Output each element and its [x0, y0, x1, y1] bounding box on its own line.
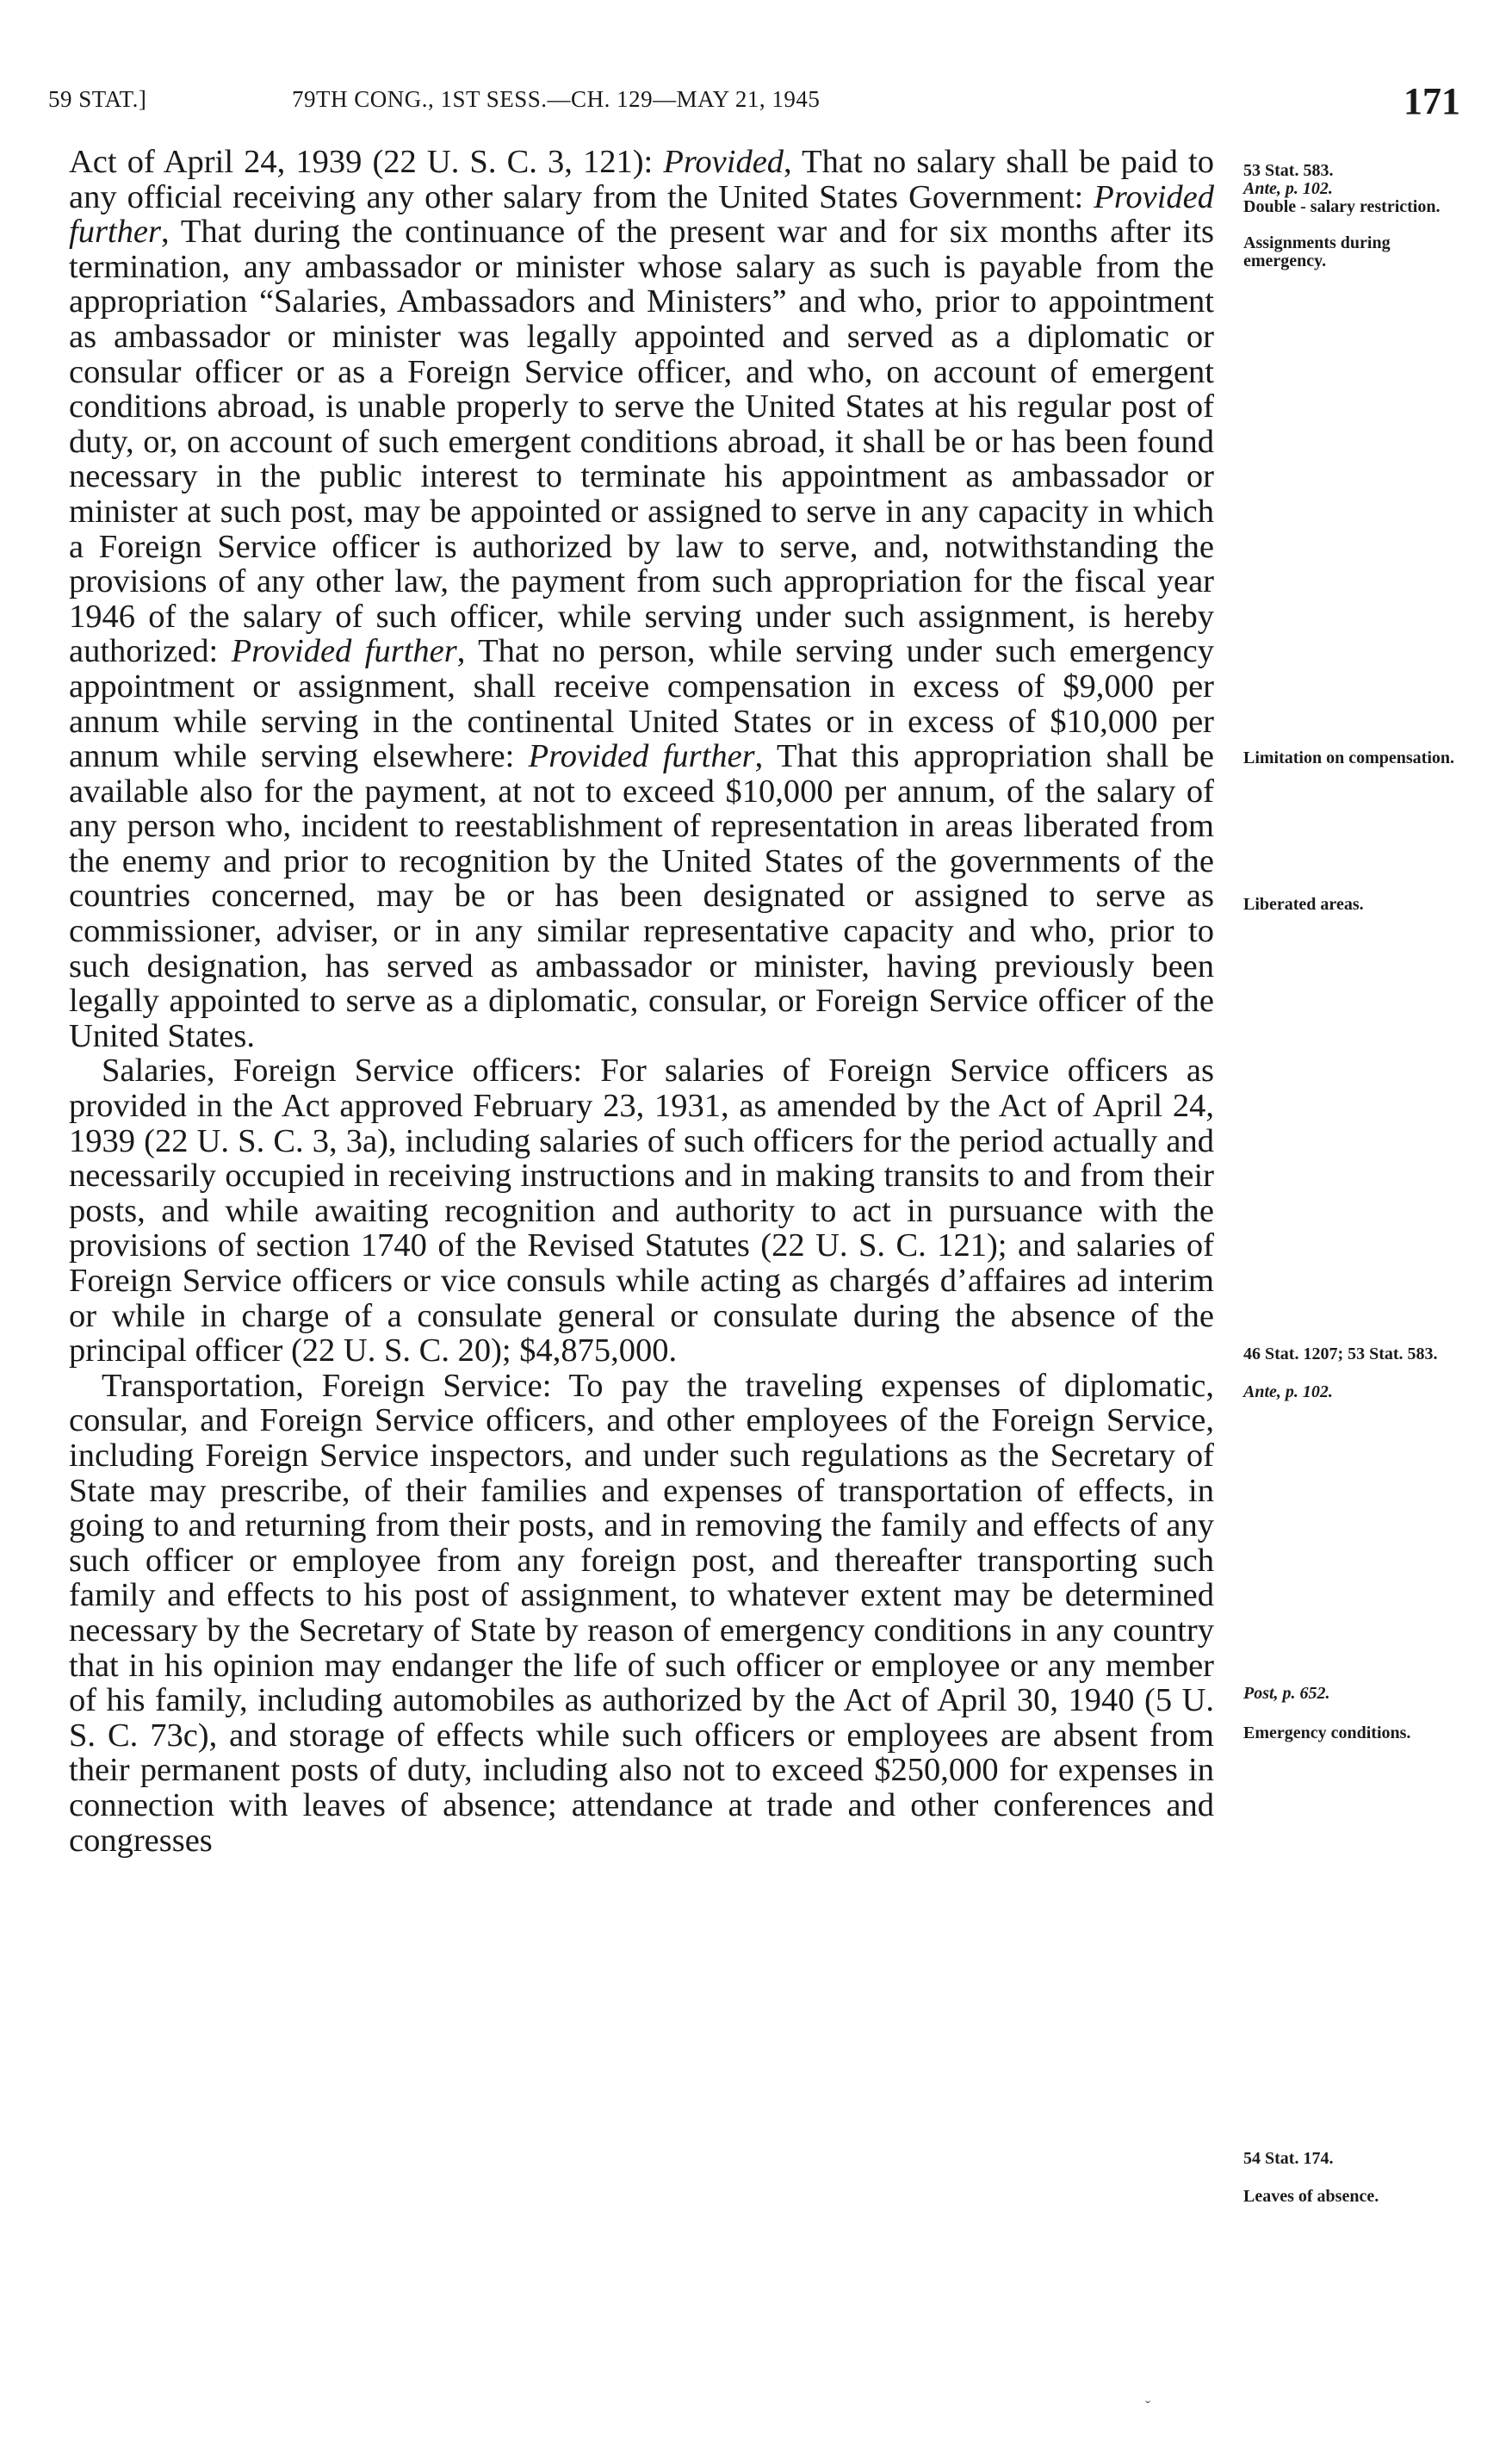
statute-body-text: [69, 145, 1214, 1858]
italic-proviso: Provided further: [231, 633, 457, 670]
margin-note-double-salary: Double - salary restriction.: [1243, 197, 1441, 216]
paragraph-text: , That this appropriation shall be available also for the payment, at not to exceed $10,000 per annum, of the salary of any person who, incident to reestablishment of representation in areas liberated from the enemy and prior to recognition by the United States of the governments of the countries concerned, may be or has been designated or assigned to serve as commissioner, adviser, or in any similar representative capacity and who, prior to such designation, has served as ambassador or minister, having previously been legally appointed to serve as a diplomatic, consular, or Foreign Service officer of the United States.: [69, 738, 1214, 1054]
paragraph-text: , That no person, while serving under such emergency appointment or assignment, shall receive compensation in excess of $9,000 per annum while serving in the continental United States or in excess of $10,000 per annum while serving elsewhere:: [69, 633, 1214, 775]
session-chapter-date: 79TH CONG., 1ST SESS.—CH. 129—MAY 21, 1945: [292, 86, 821, 112]
margin-note-ante: Ante, p. 102.: [1243, 179, 1333, 198]
margin-note-citation: [1243, 162, 1476, 198]
italic-proviso: Provided: [663, 144, 784, 180]
margin-note-post: Post, p. 652.: [1243, 1684, 1330, 1703]
paragraph-p3: [69, 1369, 1214, 1858]
paragraph-text: , That no salary shall be paid to any official receiving any other salary from the United States Government:: [69, 144, 1214, 215]
paragraph-text: Act of April 24, 1939 (22 U. S. C. 3, 121):: [69, 144, 664, 180]
margin-note-limitation: Limitation on compensation.: [1243, 748, 1455, 767]
paragraph-text: Salaries, Foreign Service officers: For salaries of Foreign Service officers as provided in the Act approved February 23, 1931, as amended by the Act of April 24, 1939 (22 U. S. C. 3, 3a), including salaries of such officers for the period actually and necessarily occupied in receiving instructions and in making transits to and from their posts, and while awaiting recognition and authority to act in pursuance with the provisions of section 1740 of the Revised Statutes (22 U. S. C. 121); and salaries of Foreign Service officers or vice consuls while acting as chargés d’affaires ad interim or while in charge of a consulate general or consulate during the absence of the principal officer (22 U. S. C. 20); $4,875,000.: [69, 1053, 1214, 1369]
margin-note-assignments: Assignments during emergency.: [1243, 233, 1391, 270]
margin-notes: [1243, 0, 1476, 2453]
italic-proviso: Provided further: [528, 738, 755, 775]
margin-note-stat-citation: 46 Stat. 1207; 53 Stat. 583.: [1243, 1344, 1438, 1363]
page-number: 171: [1404, 80, 1460, 122]
margin-note-ante-2: Ante, p. 102.: [1243, 1382, 1333, 1401]
margin-note-liberated-areas: Liberated areas.: [1243, 895, 1364, 914]
margin-note-leaves: Leaves of absence.: [1243, 2187, 1379, 2206]
paragraph-text: , That during the continuance of the present war and for six months after its termination, any ambassador or minister whose salary as such is payable from the appropriation “Salaries, Ambassadors and Ministers” and who, prior to appointment as ambassador or minister was legally appointed and served as a diplomatic or consular officer or as a Foreign Service officer, and who, on account of emergent conditions abroad, is unable properly to serve the United States at his regular post of duty, or, on account of such emergent conditions abroad, it shall be or has been found necessary in the public interest to terminate his appointment as ambassador or minister at such post, may be appointed or assigned to serve in any capacity in which a Foreign Service officer is authorized by law to serve, and, notwithstanding the provisions of any other law, the payment from such appropriation for the fiscal year 1946 of the salary of such officer, while serving under such assignment, is hereby authorized:: [69, 214, 1214, 670]
paragraph-p2: [69, 1053, 1214, 1368]
margin-note-emergency: Emergency conditions.: [1243, 1723, 1411, 1742]
margin-note-54-stat: 54 Stat. 174.: [1243, 2149, 1334, 2168]
italic-proviso: Provided further: [69, 178, 1214, 251]
margin-note-stat: 53 Stat. 583.: [1243, 161, 1334, 180]
stray-print-mark: ˇ: [1145, 2398, 1150, 2415]
paragraph-p1: [69, 145, 1214, 1053]
statute-volume-label: 59 STAT.]: [48, 86, 147, 112]
paragraph-text: Transportation, Foreign Service: To pay the traveling expenses of diplomatic, consular, and Foreign Service officers, and other employees of the Foreign Service, including Foreign Service inspectors, and under such regulations as the Secretary of State may prescribe, of their families and expenses of transportation of effects, in going to and returning from their posts, and in removing the family and effects of any such officer or employee from any foreign post, and thereafter transporting such family and effects to his post of assignment, to whatever extent may be determined necessary by the Secretary of State by reason of emergency conditions in any country that in his opinion may endanger the life of such officer or employee or any member of his family, including automobiles as authorized by the Act of April 30, 1940 (5 U. S. C. 73c), and storage of effects while such officers or employees are absent from their permanent posts of duty, including also not to exceed $250,000 for expenses in connection with leaves of absence; attendance at trade and other conferences and congresses: [69, 1367, 1214, 1859]
